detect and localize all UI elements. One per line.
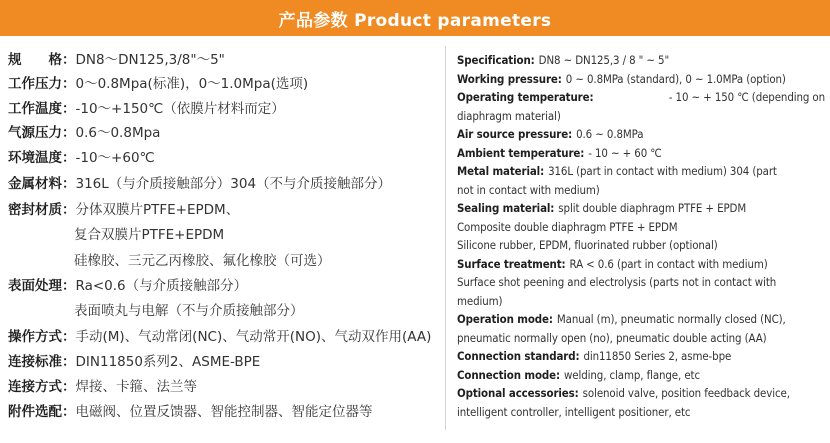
spec-label: 气源压力： [8,125,76,141]
spec-label: Sealing material: [457,201,555,215]
spec-value: Ra<0.6（与介质接触部分） [75,278,248,294]
spec-row-sealing-material-en-cont-2 [457,236,825,254]
spec-value: Manual (m), pneumatic normally closed (NC), [556,312,786,326]
spec-label: 表面处理： [8,278,76,294]
spec-value: welding, clamp, flange, etc [564,367,700,382]
spec-value: diaphragm material) [457,108,561,123]
spec-value: Surface shot peening and electrolysis (parts not in contact with [457,275,777,289]
spec-label: 连接方式： [8,379,76,395]
header-bar [0,0,830,36]
spec-row-operating-temperature-en [457,88,825,106]
spec-value: RA < 0.6 (part in contact with medium) [569,256,768,271]
spec-row-sealing-material-cn-cont-2 [8,251,440,271]
spec-row-surface-treatment-en [457,255,825,273]
spec-label: 规 格： [8,52,76,68]
spec-label: Air source pressure: [457,127,573,141]
spec-value: Composite double diaphragm PTFE + EPDM [457,219,678,234]
spec-row-operating-temperature-en-cont [457,107,825,125]
spec-row-surface-treatment-en-cont-1 [457,273,825,291]
spec-row-optional-accessories-en [457,384,825,402]
spec-label: 工作温度： [8,101,76,117]
spec-value: pneumatic normally open (no), pneumatic double acting (AA) [457,330,767,345]
spec-value: 电磁阀、位置反馈器、智能控制器、智能定位器等 [75,404,373,420]
spec-label: 密封材质： [8,202,76,218]
spec-value: din11850 Series 2, asme-bpe [583,349,732,363]
spec-row-surface-treatment-cn [8,276,440,296]
spec-label: 连接标准： [8,354,76,370]
spec-value: solenoid valve, position feedback device, [582,386,790,400]
column-divider [445,46,446,430]
spec-row-metal-material-cn [8,174,440,194]
spec-value: 316L（与介质接触部分）304（不与介质接触部分） [75,176,392,192]
spec-row-operation-mode-en [457,310,825,328]
spec-row-connection-mode-en [457,366,825,384]
spec-label: Specification: [457,53,535,67]
spec-label: Optional accessories: [457,386,579,400]
spec-value: 硅橡胶、三元乙丙橡胶、氟化橡胶（可选） [74,253,331,269]
spec-label: 金属材料： [8,176,76,192]
spec-row-working-pressure-cn [8,74,440,94]
spec-row-surface-treatment-en-cont-2 [457,292,825,310]
spec-value: 316L (part in contact with medium) 304 (part [548,164,777,178]
spec-value: 0 ~ 0.8MPa (standard), 0 ~ 1.0MPa (option) [565,71,786,86]
spec-label: 工作压力： [8,76,76,92]
spec-row-specification-cn [8,50,440,70]
spec-row-operation-mode-cn [8,327,440,347]
spec-row-sealing-material-cn-cont-1 [8,225,440,245]
spec-label: Surface treatment: [457,256,566,271]
spec-row-connection-mode-cn [8,377,440,397]
spec-value: 表面喷丸与电解（不与介质接触部分） [74,303,304,319]
spec-label: Operating temperature: [457,90,594,104]
spec-label: Connection standard: [457,349,580,363]
spec-value: - 10 ~ + 60 ℃ [588,145,662,160]
spec-value: 0.6 ~ 0.8MPa [576,127,644,141]
spec-value: not in contact with medium) [457,182,600,197]
page-title: 产品参数 Product parameters [278,10,552,31]
spec-value: 复合双膜片PTFE+EPDM [74,227,225,243]
spec-value: 分体双膜片PTFE+EPDM、 [75,202,240,218]
spec-row-surface-treatment-cn-cont [8,301,440,321]
spec-value: -10～+60℃ [75,150,155,166]
spec-row-working-pressure-en [457,70,825,88]
spec-value: DN8 ~ DN125,3 / 8 " ~ 5" [538,53,670,67]
spec-value: 焊接、卡箍、法兰等 [75,379,197,395]
spec-value: -10～+150℃（依膜片材料而定） [75,101,285,117]
spec-value: - 10 ~ + 150 ℃ (depending on [668,90,825,104]
spec-value: 0.6～0.8Mpa [75,125,161,141]
spec-value: Silicone rubber, EPDM, fluorinated rubber (optional) [457,238,718,252]
spec-label: 环境温度： [8,150,76,166]
spec-row-sealing-material-en-cont-1 [457,218,825,236]
spec-label: 附件选配： [8,404,76,420]
spec-row-metal-material-en-cont [457,181,825,199]
spec-row-air-source-pressure-en [457,125,825,143]
spec-value: 手动(M)、气动常闭(NC)、气动常开(NO)、气动双作用(AA) [75,329,432,345]
spec-row-ambient-temperature-en [457,144,825,162]
spec-label: 操作方式： [8,329,76,345]
spec-label: Operation mode: [457,312,553,326]
spec-value: DIN11850系列2、ASME-BPE [75,354,261,370]
spec-value: DN8～DN125,3/8"～5" [75,52,225,68]
spec-row-sealing-material-en [457,199,825,217]
spec-row-air-source-pressure-cn [8,123,440,143]
spec-row-sealing-material-cn [8,200,440,220]
spec-value: split double diaphragm PTFE + EPDM [558,201,747,215]
spec-value: medium) [457,293,503,308]
spec-row-connection-standard-cn [8,352,440,372]
spec-row-optional-accessories-en-cont [457,403,825,421]
spec-value: 0～0.8Mpa(标准)，0～1.0Mpa(选项) [75,76,309,92]
spec-row-working-temperature-cn [8,99,440,119]
spec-row-operation-mode-en-cont [457,329,825,347]
spec-label: Connection mode: [457,367,561,382]
spec-label: Metal material: [457,164,545,178]
spec-row-ambient-temperature-cn [8,148,440,168]
spec-row-optional-accessories-cn [8,402,440,422]
spec-label: Working pressure: [457,71,562,86]
spec-row-metal-material-en [457,162,825,180]
spec-row-connection-standard-en [457,347,825,365]
spec-row-specification-en [457,51,825,69]
spec-value: intelligent controller, intelligent positioner, etc [457,404,691,419]
spec-label: Ambient temperature: [457,145,585,160]
